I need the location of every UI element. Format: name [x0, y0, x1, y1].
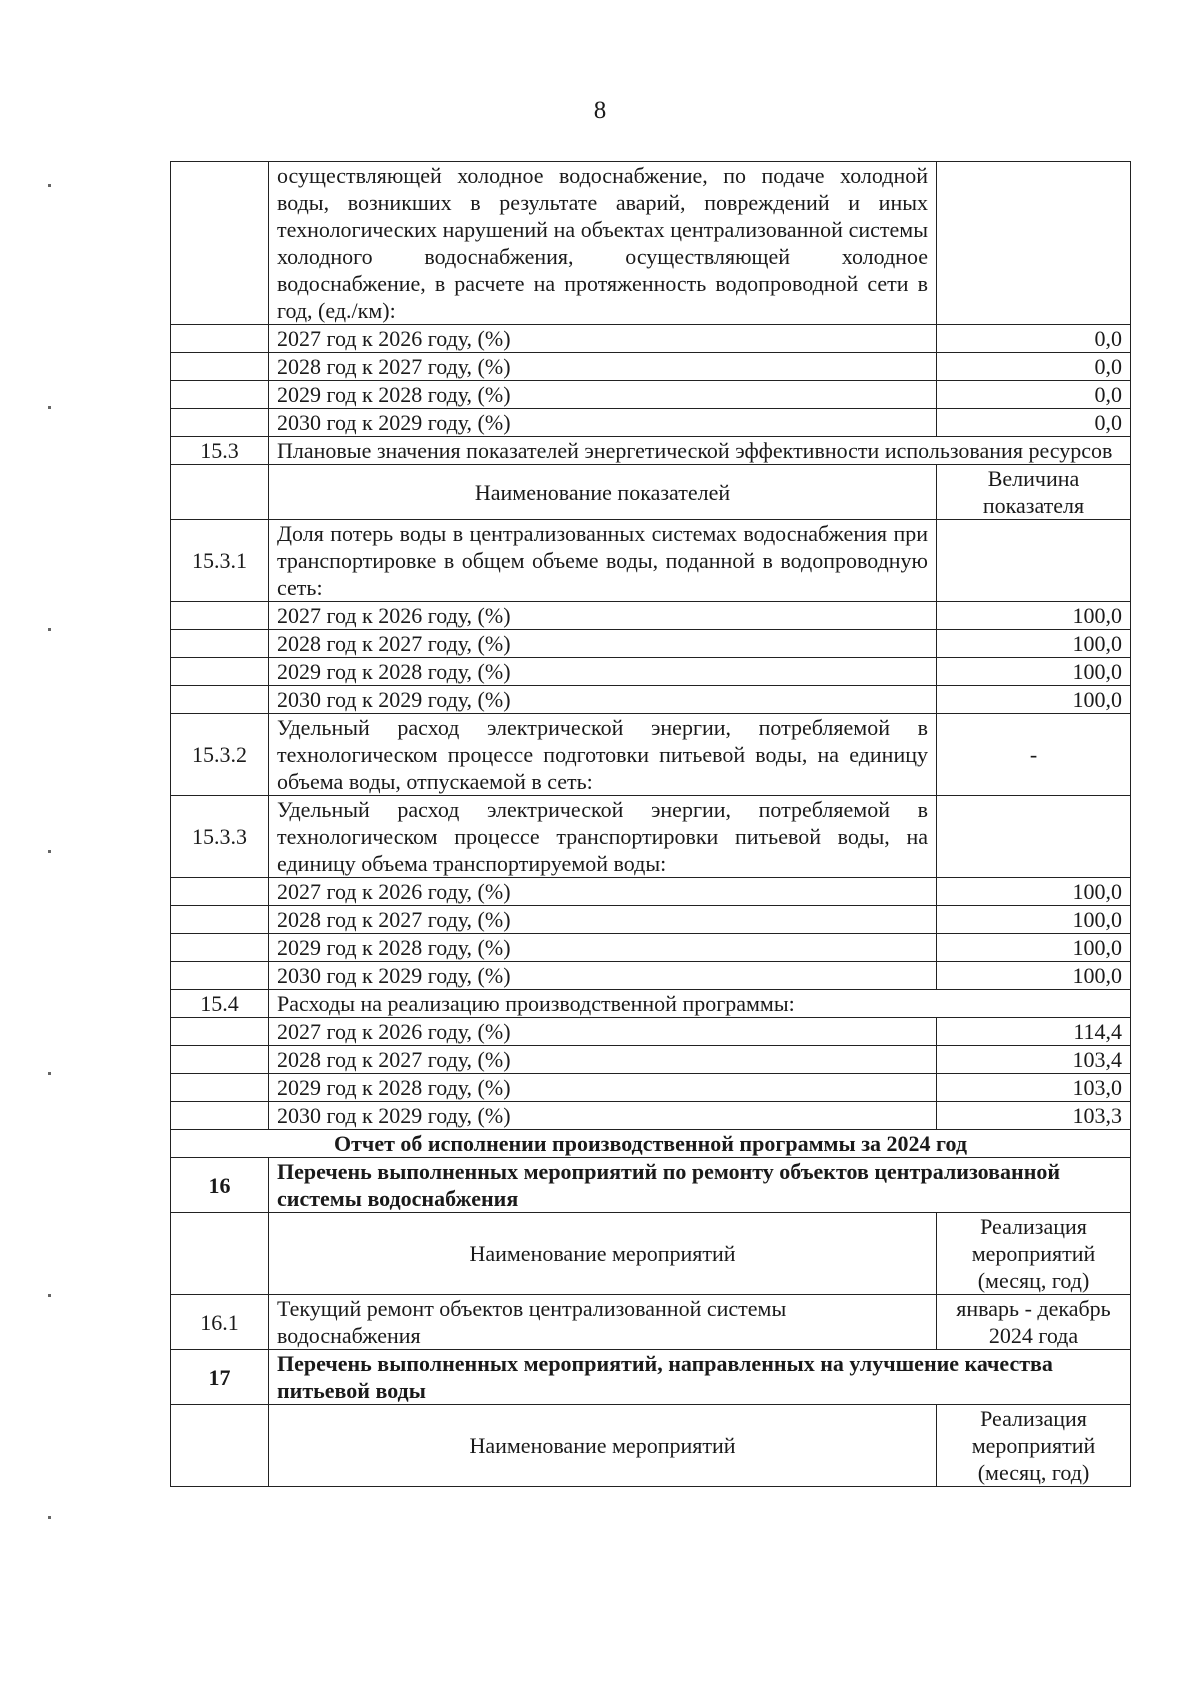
indicators-table [170, 161, 1131, 1487]
table-row [171, 325, 1131, 353]
number-cell [171, 1018, 269, 1046]
table-row [171, 1018, 1131, 1046]
number-cell [171, 878, 269, 906]
margin-mark [48, 184, 51, 187]
value-cell [937, 162, 1131, 325]
year-value: 0,0 [937, 381, 1131, 409]
number-cell [171, 1046, 269, 1074]
table-row [171, 409, 1131, 437]
table-row [171, 162, 1131, 325]
margin-mark [48, 406, 51, 409]
item-number: 16.1 [171, 1295, 269, 1350]
table-row [171, 1046, 1131, 1074]
number-cell [171, 1102, 269, 1130]
year-value: 100,0 [937, 630, 1131, 658]
section-title: Перечень выполненных мероприятий, направленных на улучшение качества питьевой воды [269, 1350, 1131, 1405]
year-label: 2027 год к 2026 году, (%) [269, 602, 937, 630]
header-value: Величина показателя [937, 465, 1131, 520]
year-label: 2029 год к 2028 году, (%) [269, 658, 937, 686]
year-value: 103,4 [937, 1046, 1131, 1074]
year-value: 100,0 [937, 962, 1131, 990]
header-value: Реализация мероприятий (месяц, год) [937, 1213, 1131, 1295]
value-cell [937, 520, 1131, 602]
number-cell [171, 1405, 269, 1487]
table-row [171, 962, 1131, 990]
section-row [171, 437, 1131, 465]
section-number: 16 [171, 1158, 269, 1213]
year-value: 0,0 [937, 325, 1131, 353]
value-cell [937, 796, 1131, 878]
section-number: 15.3 [171, 437, 269, 465]
number-cell [171, 1213, 269, 1295]
header-name: Наименование мероприятий [269, 1405, 937, 1487]
number-cell [171, 325, 269, 353]
indicator-value: - [937, 714, 1131, 796]
year-value: 100,0 [937, 906, 1131, 934]
year-label: 2027 год к 2026 году, (%) [269, 1018, 937, 1046]
section-title: Плановые значения показателей энергетической эффективности использования ресурсов [269, 437, 1131, 465]
number-cell [171, 906, 269, 934]
year-value: 100,0 [937, 934, 1131, 962]
number-cell [171, 962, 269, 990]
table-row [171, 520, 1131, 602]
item-number: 15.3.1 [171, 520, 269, 602]
number-cell [171, 381, 269, 409]
year-value: 100,0 [937, 602, 1131, 630]
year-label: 2028 год к 2027 году, (%) [269, 1046, 937, 1074]
section-row [171, 990, 1131, 1018]
year-label: 2029 год к 2028 году, (%) [269, 934, 937, 962]
number-cell [171, 162, 269, 325]
indicator-text: Удельный расход электрической энергии, потребляемой в технологическом процессе подготовки питьевой воды, на единицу объема воды, отпускаемой в сеть: [269, 714, 937, 796]
margin-mark [48, 1294, 51, 1297]
year-label: 2027 год к 2026 году, (%) [269, 878, 937, 906]
number-cell [171, 934, 269, 962]
year-value: 100,0 [937, 878, 1131, 906]
section-number: 17 [171, 1350, 269, 1405]
table-row [171, 878, 1131, 906]
year-label: 2029 год к 2028 году, (%) [269, 381, 937, 409]
section-number: 15.4 [171, 990, 269, 1018]
year-label: 2028 год к 2027 году, (%) [269, 353, 937, 381]
year-label: 2030 год к 2029 году, (%) [269, 1102, 937, 1130]
table-row [171, 630, 1131, 658]
number-cell [171, 465, 269, 520]
year-value: 0,0 [937, 409, 1131, 437]
margin-mark [48, 850, 51, 853]
table-row [171, 602, 1131, 630]
number-cell [171, 686, 269, 714]
margin-mark [48, 628, 51, 631]
report-title: Отчет об исполнении производственной программы за 2024 год [171, 1130, 1131, 1158]
year-value: 103,0 [937, 1074, 1131, 1102]
year-label: 2027 год к 2026 году, (%) [269, 325, 937, 353]
section-row [171, 1158, 1131, 1213]
number-cell [171, 353, 269, 381]
header-value: Реализация мероприятий (месяц, год) [937, 1405, 1131, 1487]
number-cell [171, 630, 269, 658]
table-row [171, 353, 1131, 381]
year-value: 0,0 [937, 353, 1131, 381]
table-row [171, 1295, 1131, 1350]
table-row [171, 796, 1131, 878]
margin-mark [48, 1072, 51, 1075]
table-row [171, 934, 1131, 962]
number-cell [171, 409, 269, 437]
indicator-value: январь - декабрь 2024 года [937, 1295, 1131, 1350]
year-label: 2029 год к 2028 году, (%) [269, 1074, 937, 1102]
header-name: Наименование показателей [269, 465, 937, 520]
year-value: 114,4 [937, 1018, 1131, 1046]
margin-mark [48, 1516, 51, 1519]
year-label: 2030 год к 2029 году, (%) [269, 409, 937, 437]
section-row [171, 1350, 1131, 1405]
table-row [171, 658, 1131, 686]
year-label: 2028 год к 2027 году, (%) [269, 630, 937, 658]
year-value: 100,0 [937, 658, 1131, 686]
table-row [171, 686, 1131, 714]
year-value: 100,0 [937, 686, 1131, 714]
indicator-text: Текущий ремонт объектов централизованной системы водоснабжения [269, 1295, 937, 1350]
item-number: 15.3.3 [171, 796, 269, 878]
year-label: 2028 год к 2027 году, (%) [269, 906, 937, 934]
indicator-text: Доля потерь воды в централизованных системах водоснабжения при транспортировке в общем объеме воды, поданной в водопроводную сеть: [269, 520, 937, 602]
number-cell [171, 602, 269, 630]
table-row [171, 1074, 1131, 1102]
page-number: 8 [593, 97, 607, 124]
table-row [171, 381, 1131, 409]
table-row [171, 1102, 1131, 1130]
item-number: 15.3.2 [171, 714, 269, 796]
header-row [171, 1213, 1131, 1295]
header-row [171, 1405, 1131, 1487]
year-label: 2030 год к 2029 году, (%) [269, 962, 937, 990]
indicator-text: Удельный расход электрической энергии, потребляемой в технологическом процессе транспортировки питьевой воды, на единицу объема транспортируемой воды: [269, 796, 937, 878]
header-row [171, 465, 1131, 520]
table-row [171, 714, 1131, 796]
number-cell [171, 658, 269, 686]
table-row [171, 906, 1131, 934]
section-title: Расходы на реализацию производственной программы: [269, 990, 1131, 1018]
indicator-text: осуществляющей холодное водоснабжение, по подаче холодной воды, возникших в результате аварий, повреждений и иных технологических нарушений на объектах централизованной системы холодного водоснабжения, осуществляющей холодное водоснабжение, в расчете на протяженность водопроводной сети в год, (ед./км): [269, 162, 937, 325]
year-label: 2030 год к 2029 году, (%) [269, 686, 937, 714]
year-value: 103,3 [937, 1102, 1131, 1130]
number-cell [171, 1074, 269, 1102]
report-title-row [171, 1130, 1131, 1158]
section-title: Перечень выполненных мероприятий по ремонту объектов централизованной системы водоснабжения [269, 1158, 1131, 1213]
header-name: Наименование мероприятий [269, 1213, 937, 1295]
